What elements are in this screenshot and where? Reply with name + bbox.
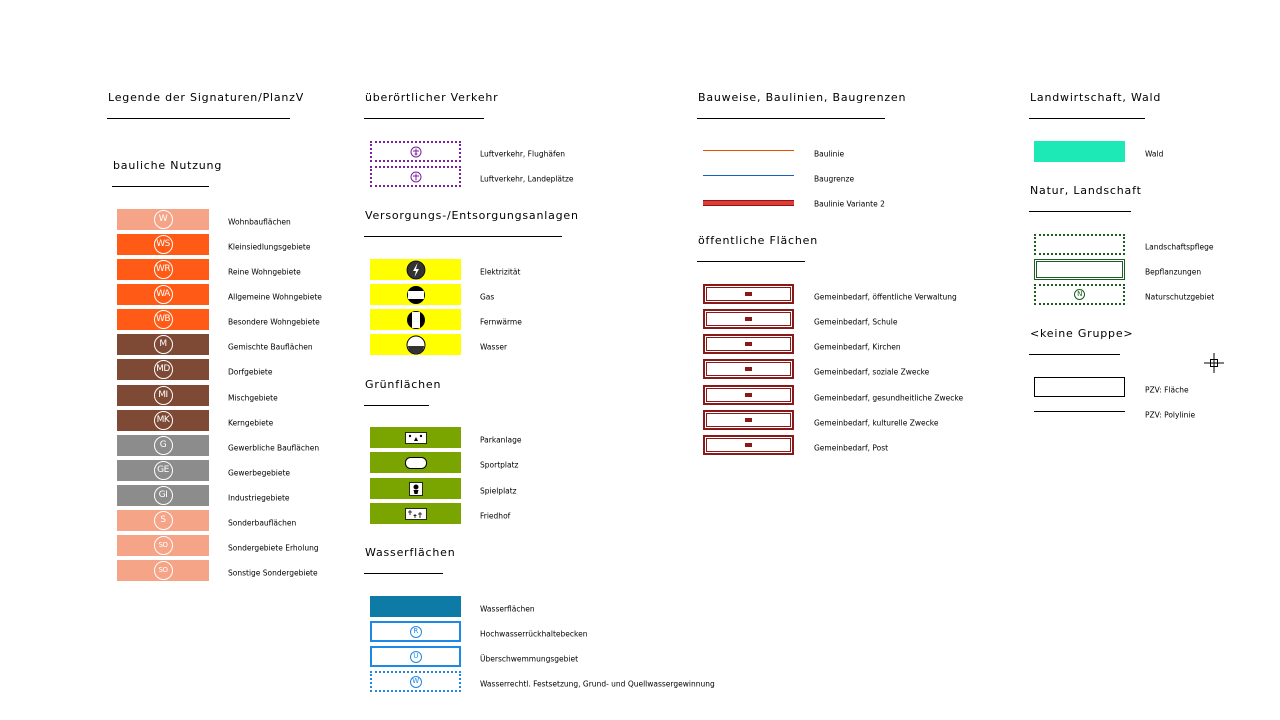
swatch-ueberschwemmung [370, 646, 461, 667]
swatch-besondere-wohngebiete [117, 309, 209, 330]
swatch-kerngebiete [117, 410, 209, 431]
swatch-reine-wohngebiete [117, 259, 209, 280]
playground-icon [409, 482, 423, 496]
park-icon [405, 432, 427, 444]
legend-title-rule [107, 118, 290, 119]
swatch-elektrizitaet [370, 259, 461, 280]
swatch-landeplaetze [370, 166, 461, 187]
code-mi: MI [158, 390, 168, 400]
line-baulinie-variante-2 [703, 200, 794, 206]
swatch-sonstige-sondergebiete [117, 560, 209, 581]
health-icon [744, 392, 753, 398]
swatch-post [703, 435, 794, 455]
label-gas: Gas [480, 292, 495, 302]
verkehr-heading-rule [364, 118, 484, 119]
label-wald: Wald [1145, 149, 1164, 159]
swatch-verwaltung [703, 284, 794, 304]
letter-circle-icon [410, 651, 422, 663]
swatch-kulturelle-zwecke [703, 410, 794, 430]
swatch-gesundheitliche-zwecke [703, 385, 794, 405]
code-circle-icon [154, 360, 173, 379]
label-wasserrechtl: Wasserrechtl. Festsetzung, Grund- und Quellwassergewinnung [480, 679, 715, 689]
code-circle-icon [154, 260, 173, 279]
district-heating-icon [406, 310, 426, 330]
code-w: W [158, 214, 168, 224]
landwirtschaft-heading: Landwirtschaft, Wald [1030, 91, 1162, 104]
gas-icon [406, 285, 426, 305]
code-wa: WA [156, 289, 170, 299]
airfield-icon [410, 171, 422, 183]
line-baugrenze [703, 175, 794, 176]
legend-title: Legende der Signaturen/PlanzV [108, 91, 305, 104]
keine-gruppe-heading: <keine Gruppe> [1030, 327, 1134, 340]
culture-icon [744, 417, 753, 423]
label-baugrenze: Baugrenze [814, 174, 855, 184]
label-fernwaerme: Fernwärme [480, 317, 522, 327]
natur-heading-rule [1029, 211, 1131, 212]
label-pzv-flaeche: PZV: Fläche [1145, 385, 1189, 395]
natur-heading: Natur, Landschaft [1030, 184, 1142, 197]
label-friedhof: Friedhof [480, 511, 511, 521]
label-kleinsiedlungsgebiete: Kleinsiedlungsgebiete [228, 242, 311, 252]
label-post: Gemeinbedarf, Post [814, 443, 889, 453]
swatch-landschaftspflege [1034, 234, 1125, 255]
swatch-flughaefen [370, 141, 461, 162]
swatch-wasserrechtl [370, 671, 461, 692]
swatch-fernwaerme [370, 309, 461, 330]
oeffentlich-heading: öffentliche Flächen [698, 234, 819, 247]
swatch-sonderbauflaechen [117, 510, 209, 531]
swatch-sportplatz [370, 452, 461, 473]
code-circle-icon [154, 436, 173, 455]
cemetery-icon [405, 508, 427, 520]
label-landschaftspflege: Landschaftspflege [1145, 242, 1214, 252]
swatch-allgemeine-wohngebiete [117, 284, 209, 305]
swatch-parkanlage [370, 427, 461, 448]
label-soziale-zwecke: Gemeinbedarf, soziale Zwecke [814, 367, 930, 377]
label-allgemeine-wohngebiete: Allgemeine Wohngebiete [228, 292, 322, 302]
label-besondere-wohngebiete: Besondere Wohngebiete [228, 317, 320, 327]
code-m: M [159, 339, 167, 349]
letter-circle-icon [410, 626, 422, 638]
bauweise-heading-rule [697, 118, 885, 119]
letter-n: N [1077, 290, 1082, 298]
swatch-gas [370, 284, 461, 305]
label-spielplatz: Spielplatz [480, 486, 517, 496]
water-supply-icon [406, 335, 426, 355]
line-pzv-polylinie [1034, 411, 1125, 412]
label-wohnbauflaechen: Wohnbauflächen [228, 217, 291, 227]
code-circle-icon [154, 411, 173, 430]
code-circle-icon [154, 285, 173, 304]
label-sondergebiete-erholung: Sondergebiete Erholung [228, 543, 319, 553]
gruen-heading: Grünflächen [365, 378, 442, 391]
label-naturschutzgebiet: Naturschutzgebiet [1145, 292, 1215, 302]
code-circle-icon [154, 335, 173, 354]
church-icon [744, 341, 753, 347]
label-baulinie: Baulinie [814, 149, 845, 159]
label-schule: Gemeinbedarf, Schule [814, 317, 898, 327]
swatch-wasserflaechen [370, 596, 461, 617]
swatch-wohnbauflaechen [117, 209, 209, 230]
swatch-industriegebiete [117, 485, 209, 506]
label-sonstige-sondergebiete: Sonstige Sondergebiete [228, 568, 318, 578]
code-so-sonstige: SO [158, 566, 168, 574]
label-kulturelle-zwecke: Gemeinbedarf, kulturelle Zwecke [814, 418, 939, 428]
electricity-icon [406, 260, 426, 280]
code-circle-icon [154, 210, 173, 229]
swatch-gewerbegebiete [117, 460, 209, 481]
label-gewerbliche-bauflaechen: Gewerbliche Bauflächen [228, 443, 320, 453]
label-elektrizitaet: Elektrizität [480, 267, 521, 277]
code-circle-icon [154, 235, 173, 254]
swatch-bepflanzungen [1034, 259, 1125, 280]
gruen-heading-rule [364, 405, 429, 406]
label-wasserflaechen: Wasserflächen [480, 604, 535, 614]
label-ueberschwemmung: Überschwemmungsgebiet [480, 654, 579, 664]
bauliche-heading-rule [112, 186, 209, 187]
code-circle-icon [154, 461, 173, 480]
code-ws: WS [156, 239, 170, 249]
label-wasser: Wasser [480, 342, 508, 352]
label-verwaltung: Gemeinbedarf, öffentliche Verwaltung [814, 292, 957, 302]
code-circle-icon [154, 511, 173, 530]
swatch-dorfgebiete [117, 359, 209, 380]
swatch-soziale-zwecke [703, 359, 794, 379]
label-flughaefen: Luftverkehr, Flughäfen [480, 149, 565, 159]
label-kirchen: Gemeinbedarf, Kirchen [814, 342, 901, 352]
label-hochwasser: Hochwasserrückhaltebecken [480, 629, 588, 639]
line-baulinie [703, 150, 794, 151]
label-pzv-polylinie: PZV: Polylinie [1145, 410, 1196, 420]
code-circle-icon [154, 310, 173, 329]
swatch-schule [703, 309, 794, 329]
label-parkanlage: Parkanlage [480, 435, 522, 445]
label-landeplaetze: Luftverkehr, Landeplätze [480, 174, 574, 184]
code-so-erholung: SO [158, 541, 168, 549]
letter-r: R [413, 627, 418, 635]
code-circle-icon [154, 561, 173, 580]
label-gewerbegebiete: Gewerbegebiete [228, 468, 291, 478]
label-gemischte-bauflaechen: Gemischte Bauflächen [228, 342, 313, 352]
airport-icon [410, 146, 422, 158]
social-icon [744, 366, 753, 372]
bauliche-heading: bauliche Nutzung [113, 159, 223, 172]
post-icon [744, 442, 753, 448]
swatch-gewerbliche-bauflaechen [117, 435, 209, 456]
swatch-gemischte-bauflaechen [117, 334, 209, 355]
oeffentlich-heading-rule [697, 261, 805, 262]
label-industriegebiete: Industriegebiete [228, 493, 290, 503]
wasser-heading-rule [364, 573, 443, 574]
swatch-mischgebiete [117, 385, 209, 406]
letter-circle-icon [1074, 289, 1085, 300]
letter-circle-icon [410, 676, 422, 688]
code-md: MD [156, 364, 170, 374]
swatch-friedhof [370, 503, 461, 524]
swatch-pzv-flaeche [1034, 377, 1125, 397]
public-building-icon [744, 291, 753, 297]
wasser-heading: Wasserflächen [365, 546, 456, 559]
letter-ue: Ü [413, 652, 418, 660]
versorgung-heading: Versorgungs-/Entsorgungsanlagen [365, 209, 579, 222]
code-gi: GI [158, 490, 168, 500]
sports-field-icon [405, 457, 427, 469]
landwirtschaft-heading-rule [1029, 118, 1145, 119]
versorgung-heading-rule [364, 236, 562, 237]
crosshair-cursor-icon [1204, 353, 1224, 373]
code-mk: MK [156, 415, 170, 425]
keine-gruppe-heading-rule [1029, 354, 1120, 355]
swatch-hochwasser [370, 621, 461, 642]
school-icon [744, 316, 753, 322]
code-circle-icon [154, 486, 173, 505]
swatch-naturschutzgebiet [1034, 284, 1125, 305]
label-dorfgebiete: Dorfgebiete [228, 367, 273, 377]
label-sonderbauflaechen: Sonderbauflächen [228, 518, 297, 528]
label-mischgebiete: Mischgebiete [228, 393, 278, 403]
label-baulinie-variante-2: Baulinie Variante 2 [814, 199, 885, 209]
verkehr-heading: überörtlicher Verkehr [365, 91, 499, 104]
label-sportplatz: Sportplatz [480, 460, 519, 470]
letter-w: W [412, 677, 419, 685]
code-circle-icon [154, 536, 173, 555]
swatch-kleinsiedlungsgebiete [117, 234, 209, 255]
swatch-kirchen [703, 334, 794, 354]
swatch-wald [1034, 141, 1125, 162]
bauweise-heading: Bauweise, Baulinien, Baugrenzen [698, 91, 907, 104]
label-gesundheitliche-zwecke: Gemeinbedarf, gesundheitliche Zwecke [814, 393, 964, 403]
code-s: S [160, 515, 166, 525]
swatch-sondergebiete-erholung [117, 535, 209, 556]
swatch-wasser [370, 334, 461, 355]
code-g: G [159, 440, 167, 450]
code-circle-icon [154, 386, 173, 405]
label-reine-wohngebiete: Reine Wohngebiete [228, 267, 301, 277]
swatch-spielplatz [370, 478, 461, 499]
code-ge: GE [157, 465, 169, 475]
code-wb: WB [155, 314, 171, 324]
label-bepflanzungen: Bepflanzungen [1145, 267, 1202, 277]
code-wr: WR [155, 264, 171, 274]
label-kerngebiete: Kerngebiete [228, 418, 274, 428]
